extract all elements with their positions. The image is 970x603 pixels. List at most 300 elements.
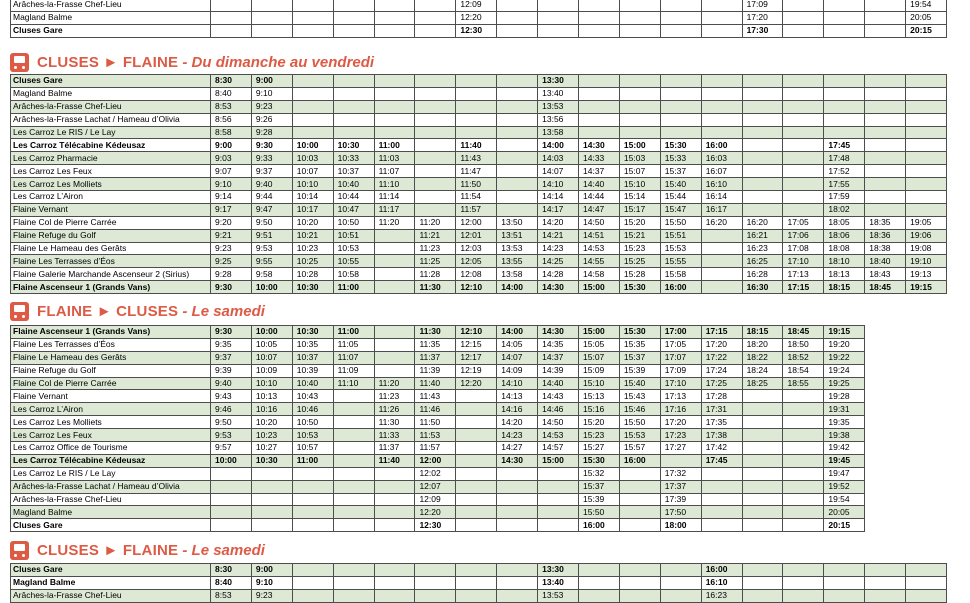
departure-time — [742, 442, 783, 455]
departure-time: 11:53 — [415, 429, 456, 442]
departure-time — [292, 506, 333, 519]
stop-name: Magland Balme — [11, 11, 211, 24]
departure-time — [415, 564, 456, 577]
stop-name: Les Carroz Les Feux — [11, 165, 211, 178]
departure-time: 14:30 — [497, 454, 538, 467]
departure-time — [701, 0, 742, 11]
departure-time — [824, 75, 865, 88]
departure-time: 12:20 — [415, 506, 456, 519]
departure-time: 9:00 — [251, 75, 292, 88]
departure-time — [660, 11, 701, 24]
timetable-continued — [10, 0, 947, 38]
departure-time: 10:25 — [292, 255, 333, 268]
departure-time: 18:22 — [742, 351, 783, 364]
departure-time — [579, 576, 620, 589]
departure-time — [374, 576, 415, 589]
departure-time — [701, 506, 742, 519]
departure-time — [415, 139, 456, 152]
departure-time — [456, 442, 497, 455]
departure-time: 9:51 — [251, 229, 292, 242]
departure-time: 10:00 — [251, 281, 292, 294]
departure-time — [742, 113, 783, 126]
departure-time — [497, 100, 538, 113]
departure-time: 12:09 — [415, 493, 456, 506]
table-row — [11, 100, 947, 113]
departure-time — [824, 576, 865, 589]
stop-name: Les Carroz Les Molliets — [11, 178, 211, 191]
departure-time: 9:21 — [211, 229, 252, 242]
departure-time — [906, 178, 947, 191]
departure-time: 17:15 — [701, 326, 742, 339]
departure-time: 10:17 — [292, 203, 333, 216]
departure-time: 19:54 — [824, 493, 865, 506]
departure-time: 11:33 — [374, 429, 415, 442]
departure-time: 17:20 — [660, 416, 701, 429]
departure-time — [456, 506, 497, 519]
departure-time — [538, 467, 579, 480]
departure-time — [374, 326, 415, 339]
departure-time: 11:00 — [292, 454, 333, 467]
departure-time: 11:30 — [374, 416, 415, 429]
departure-time: 12:09 — [456, 0, 497, 11]
departure-time: 9:39 — [211, 364, 252, 377]
departure-time: 14:53 — [579, 242, 620, 255]
departure-time: 11:21 — [415, 229, 456, 242]
departure-time: 10:10 — [251, 377, 292, 390]
departure-time — [292, 564, 333, 577]
departure-time: 8:53 — [211, 100, 252, 113]
departure-time: 10:40 — [292, 377, 333, 390]
departure-time: 11:30 — [415, 326, 456, 339]
departure-time — [497, 493, 538, 506]
departure-time: 15:53 — [660, 242, 701, 255]
departure-time — [865, 100, 906, 113]
table-row — [11, 0, 947, 11]
departure-time: 17:23 — [660, 429, 701, 442]
departure-time: 11:20 — [374, 216, 415, 229]
departure-time — [333, 589, 374, 602]
stop-name: Arâches-la-Frasse Lachat / Hameau d’Olivia — [11, 113, 211, 126]
departure-time: 9:23 — [211, 242, 252, 255]
departure-time: 13:58 — [497, 268, 538, 281]
departure-time: 11:23 — [415, 242, 456, 255]
departure-time: 15:27 — [579, 442, 620, 455]
departure-time — [456, 126, 497, 139]
stop-name: Cluses Gare — [11, 564, 211, 577]
departure-time — [497, 467, 538, 480]
table-row — [11, 351, 865, 364]
departure-time — [783, 390, 824, 403]
departure-time — [865, 139, 906, 152]
departure-time: 15:17 — [619, 203, 660, 216]
departure-time: 14:30 — [538, 281, 579, 294]
table-row — [11, 429, 865, 442]
departure-time: 12:00 — [456, 216, 497, 229]
departure-time: 9:53 — [251, 242, 292, 255]
stop-name: Les Carroz Le RIS / Le Lay — [11, 126, 211, 139]
departure-time: 17:31 — [701, 403, 742, 416]
timetable-cluses-flaine-weekdays — [10, 74, 947, 294]
departure-time — [906, 165, 947, 178]
departure-time: 17:10 — [660, 377, 701, 390]
table-row — [11, 152, 947, 165]
departure-time: 19:38 — [824, 429, 865, 442]
departure-time: 18:06 — [824, 229, 865, 242]
departure-time: 17:25 — [701, 377, 742, 390]
table-row — [11, 178, 947, 191]
departure-time — [333, 429, 374, 442]
departure-time: 11:37 — [415, 351, 456, 364]
departure-time — [619, 126, 660, 139]
departure-time — [865, 178, 906, 191]
departure-time — [374, 113, 415, 126]
departure-time — [456, 403, 497, 416]
departure-time: 9:03 — [211, 152, 252, 165]
departure-time: 15:33 — [660, 152, 701, 165]
departure-time: 10:50 — [292, 416, 333, 429]
table-row — [11, 281, 947, 294]
departure-time: 12:20 — [456, 11, 497, 24]
departure-time — [211, 24, 252, 37]
departure-time — [742, 75, 783, 88]
route-separator: - — [178, 541, 192, 559]
departure-time: 10:16 — [251, 403, 292, 416]
departure-time: 9:23 — [251, 100, 292, 113]
departure-time — [415, 576, 456, 589]
departure-time: 18:35 — [865, 216, 906, 229]
departure-time — [292, 126, 333, 139]
departure-time — [497, 113, 538, 126]
departure-time: 12:10 — [456, 326, 497, 339]
stop-name: Cluses Gare — [11, 519, 211, 532]
departure-time: 17:13 — [783, 268, 824, 281]
departure-time — [865, 165, 906, 178]
departure-time: 18:15 — [742, 326, 783, 339]
departure-time — [579, 100, 620, 113]
departure-time: 14:35 — [538, 338, 579, 351]
departure-time: 15:07 — [619, 165, 660, 178]
departure-time: 16:00 — [701, 564, 742, 577]
departure-time — [374, 126, 415, 139]
departure-time: 14:03 — [538, 152, 579, 165]
departure-time: 9:28 — [251, 126, 292, 139]
departure-time: 8:40 — [211, 87, 252, 100]
departure-time: 14:25 — [538, 255, 579, 268]
stop-name: Les Carroz Les Molliets — [11, 416, 211, 429]
departure-time: 12:01 — [456, 229, 497, 242]
departure-time: 15:00 — [579, 326, 620, 339]
departure-time — [538, 0, 579, 11]
departure-time: 12:19 — [456, 364, 497, 377]
departure-time — [579, 87, 620, 100]
departure-time: 8:58 — [211, 126, 252, 139]
departure-time — [374, 351, 415, 364]
departure-time — [251, 519, 292, 532]
departure-time — [374, 75, 415, 88]
table-row — [11, 377, 865, 390]
departure-time: 14:57 — [538, 442, 579, 455]
departure-time: 12:07 — [415, 480, 456, 493]
departure-time: 14:17 — [538, 203, 579, 216]
departure-time: 10:44 — [333, 191, 374, 204]
departure-time — [497, 564, 538, 577]
departure-time — [579, 113, 620, 126]
stop-name: Flaine Ascenseur 1 (Grands Vans) — [11, 326, 211, 339]
departure-time — [742, 152, 783, 165]
departure-time — [783, 75, 824, 88]
departure-time — [374, 467, 415, 480]
departure-time — [211, 493, 252, 506]
departure-time: 15:53 — [619, 429, 660, 442]
departure-time: 17:48 — [824, 152, 865, 165]
departure-time — [333, 416, 374, 429]
departure-time: 10:30 — [251, 454, 292, 467]
departure-time — [742, 126, 783, 139]
departure-time — [865, 11, 906, 24]
departure-time — [701, 113, 742, 126]
departure-time — [783, 576, 824, 589]
departure-time: 16:14 — [701, 191, 742, 204]
departure-time: 13:53 — [497, 242, 538, 255]
departure-time: 10:30 — [292, 281, 333, 294]
departure-time: 14:07 — [538, 165, 579, 178]
departure-time: 17:30 — [742, 24, 783, 37]
departure-time: 15:37 — [660, 165, 701, 178]
departure-time: 15:00 — [579, 281, 620, 294]
departure-time: 11:46 — [415, 403, 456, 416]
departure-time: 14:43 — [538, 390, 579, 403]
departure-time: 15:25 — [619, 255, 660, 268]
departure-time — [292, 24, 333, 37]
departure-time: 17:55 — [824, 178, 865, 191]
departure-time — [783, 416, 824, 429]
departure-time — [824, 564, 865, 577]
departure-time: 16:00 — [619, 454, 660, 467]
departure-time — [374, 480, 415, 493]
departure-time: 9:07 — [211, 165, 252, 178]
departure-time — [660, 126, 701, 139]
departure-time: 17:27 — [660, 442, 701, 455]
departure-time — [660, 100, 701, 113]
departure-time — [333, 126, 374, 139]
departure-time: 15:07 — [579, 351, 620, 364]
departure-time: 18:36 — [865, 229, 906, 242]
departure-time — [374, 87, 415, 100]
departure-time: 16:20 — [701, 216, 742, 229]
departure-time: 9:37 — [251, 165, 292, 178]
departure-time: 9:10 — [211, 178, 252, 191]
departure-time — [701, 75, 742, 88]
departure-time: 11:35 — [415, 338, 456, 351]
departure-time: 12:08 — [456, 268, 497, 281]
departure-time: 13:50 — [497, 216, 538, 229]
departure-time: 18:52 — [783, 351, 824, 364]
departure-time: 17:09 — [660, 364, 701, 377]
departure-time: 10:35 — [292, 338, 333, 351]
departure-time — [374, 506, 415, 519]
table-row — [11, 113, 947, 126]
departure-time: 12:30 — [456, 24, 497, 37]
departure-time: 16:00 — [701, 139, 742, 152]
departure-time: 9:23 — [251, 589, 292, 602]
departure-time — [456, 467, 497, 480]
departure-time: 15:10 — [579, 377, 620, 390]
departure-time — [374, 519, 415, 532]
departure-time: 9:44 — [251, 191, 292, 204]
departure-time — [865, 24, 906, 37]
departure-time — [211, 11, 252, 24]
stop-name: Flaine Col de Pierre Carrée — [11, 216, 211, 229]
departure-time — [660, 0, 701, 11]
departure-time: 15:39 — [619, 364, 660, 377]
stop-name: Magland Balme — [11, 87, 211, 100]
departure-time: 14:00 — [538, 139, 579, 152]
departure-time: 17:52 — [824, 165, 865, 178]
departure-time: 15:23 — [619, 242, 660, 255]
departure-time — [456, 390, 497, 403]
table-row — [11, 24, 947, 37]
departure-time: 11:54 — [456, 191, 497, 204]
departure-time: 17:45 — [824, 139, 865, 152]
departure-time: 9:46 — [211, 403, 252, 416]
stop-name: Flaine Refuge du Golf — [11, 229, 211, 242]
stop-name: Arâches-la-Frasse Lachat / Hameau d’Olivia — [11, 480, 211, 493]
departure-time: 14:44 — [579, 191, 620, 204]
stop-name: Flaine Vernant — [11, 390, 211, 403]
departure-time: 13:40 — [538, 87, 579, 100]
departure-time: 14:53 — [538, 429, 579, 442]
departure-time — [742, 191, 783, 204]
departure-time: 11:40 — [374, 454, 415, 467]
departure-time — [415, 126, 456, 139]
table-row — [11, 165, 947, 178]
departure-time: 13:40 — [538, 576, 579, 589]
departure-time: 10:14 — [292, 191, 333, 204]
departure-time: 11:43 — [456, 152, 497, 165]
table-row — [11, 589, 947, 602]
departure-time: 19:42 — [824, 442, 865, 455]
table-row — [11, 493, 865, 506]
departure-time: 14:00 — [497, 326, 538, 339]
departure-time — [783, 454, 824, 467]
departure-time: 17:45 — [701, 454, 742, 467]
departure-time — [742, 403, 783, 416]
departure-time — [211, 0, 252, 11]
departure-time: 18:45 — [783, 326, 824, 339]
departure-time — [292, 100, 333, 113]
departure-time: 14:28 — [538, 268, 579, 281]
departure-time — [333, 87, 374, 100]
departure-time: 11:07 — [333, 351, 374, 364]
departure-time: 10:53 — [292, 429, 333, 442]
departure-time — [333, 11, 374, 24]
departure-time — [497, 203, 538, 216]
departure-time: 13:53 — [538, 589, 579, 602]
departure-time — [701, 24, 742, 37]
departure-time: 10:20 — [292, 216, 333, 229]
departure-time: 16:30 — [742, 281, 783, 294]
departure-time: 14:20 — [497, 416, 538, 429]
departure-time: 10:09 — [251, 364, 292, 377]
departure-time — [742, 178, 783, 191]
departure-time: 9:35 — [211, 338, 252, 351]
departure-time — [783, 403, 824, 416]
departure-time — [824, 100, 865, 113]
stop-name: Les Carroz Pharmacie — [11, 152, 211, 165]
departure-time: 15:00 — [619, 139, 660, 152]
departure-time — [783, 589, 824, 602]
departure-time — [333, 519, 374, 532]
departure-time: 14:10 — [497, 377, 538, 390]
departure-time — [660, 454, 701, 467]
departure-time — [783, 24, 824, 37]
departure-time: 15:20 — [619, 216, 660, 229]
departure-time: 17:28 — [701, 390, 742, 403]
departure-time: 11:37 — [374, 442, 415, 455]
departure-time: 15:16 — [579, 403, 620, 416]
departure-time: 14:23 — [538, 242, 579, 255]
section-header — [10, 540, 265, 560]
stop-name: Flaine Les Terrasses d’Éos — [11, 255, 211, 268]
departure-time: 10:58 — [333, 268, 374, 281]
departure-time: 11:23 — [374, 390, 415, 403]
timetable-flaine-cluses-saturday — [10, 325, 865, 532]
departure-time — [374, 268, 415, 281]
departure-time — [906, 75, 947, 88]
table-row — [11, 364, 865, 377]
departure-time: 19:06 — [906, 229, 947, 242]
departure-time — [906, 139, 947, 152]
stop-name: Flaine Refuge du Golf — [11, 364, 211, 377]
departure-time: 16:23 — [742, 242, 783, 255]
departure-time: 16:21 — [742, 229, 783, 242]
departure-time: 19:25 — [824, 377, 865, 390]
departure-time — [251, 467, 292, 480]
departure-time: 10:37 — [292, 351, 333, 364]
table-row — [11, 191, 947, 204]
departure-time: 14:37 — [538, 351, 579, 364]
departure-time — [619, 100, 660, 113]
departure-time — [824, 589, 865, 602]
departure-time: 15:58 — [660, 268, 701, 281]
departure-time — [660, 564, 701, 577]
table-row — [11, 139, 947, 152]
departure-time — [415, 87, 456, 100]
table-row — [11, 11, 947, 24]
departure-time — [374, 0, 415, 11]
departure-time: 13:51 — [497, 229, 538, 242]
departure-time: 9:30 — [211, 326, 252, 339]
route-days: Le samedi — [191, 541, 265, 559]
departure-time — [415, 191, 456, 204]
departure-time: 14:33 — [579, 152, 620, 165]
departure-time: 11:43 — [415, 390, 456, 403]
stop-name: Magland Balme — [11, 506, 211, 519]
departure-time: 20:15 — [824, 519, 865, 532]
departure-time — [783, 564, 824, 577]
departure-time — [742, 467, 783, 480]
stop-name: Arâches-la-Frasse Chef-Lieu — [11, 589, 211, 602]
departure-time — [497, 139, 538, 152]
departure-time: 11:00 — [374, 139, 415, 152]
departure-time: 17:35 — [701, 416, 742, 429]
departure-time: 15:05 — [579, 338, 620, 351]
departure-time: 13:58 — [538, 126, 579, 139]
departure-time — [456, 87, 497, 100]
departure-time — [333, 564, 374, 577]
departure-time — [865, 203, 906, 216]
departure-time: 12:10 — [456, 281, 497, 294]
